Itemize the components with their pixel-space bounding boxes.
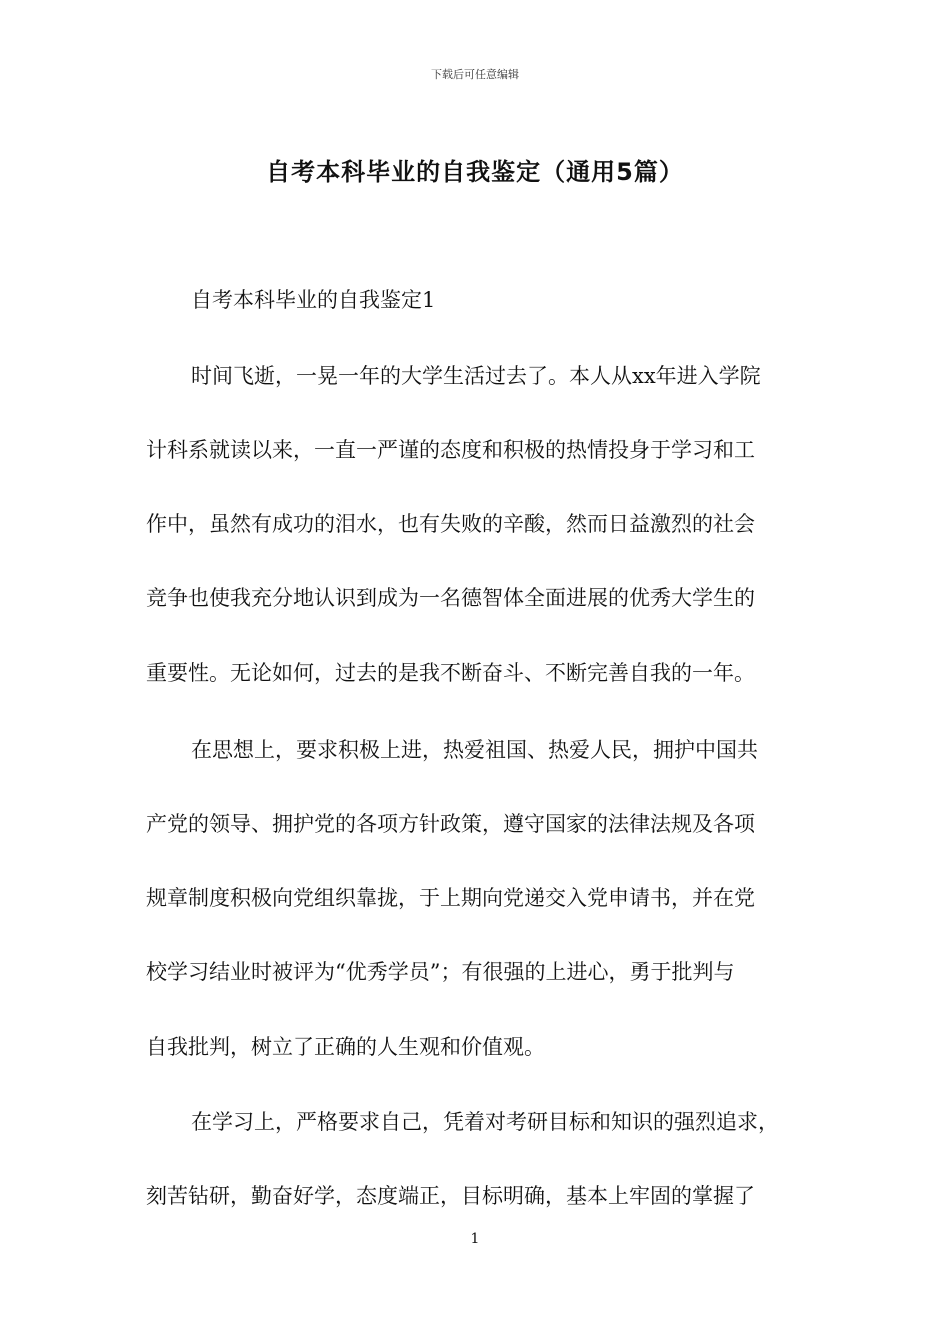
paragraph-3-line-2: 刻苦钻研，勤奋好学，态度端正，目标明确，基本上牢固的掌握了 <box>146 1184 755 1208</box>
paragraph-1-line-2: 计科系就读以来，一直一严谨的态度和积极的热情投身于学习和工 <box>146 438 755 462</box>
paragraph-1-line-5: 重要性。无论如何，过去的是我不断奋斗、不断完善自我的一年。 <box>146 661 755 685</box>
paragraph-2-line-2: 产党的领导、拥护党的各项方针政策，遵守国家的法律法规及各项 <box>146 812 755 836</box>
paragraph-2-line-5: 自我批判，树立了正确的人生观和价值观。 <box>146 1035 545 1059</box>
paragraph-2-line-1: 在思想上，要求积极上进，热爱祖国、热爱人民，拥护中国共 <box>191 738 758 762</box>
paragraph-1-line-1: 时间飞逝，一晃一年的大学生活过去了。本人从xx年进入学院 <box>191 364 761 388</box>
page-number: 1 <box>470 1231 480 1247</box>
paragraph-1-line-3: 作中，虽然有成功的泪水，也有失败的辛酸，然而日益激烈的社会 <box>146 512 755 536</box>
document-title: 自考本科毕业的自我鉴定（通用5篇） <box>266 158 684 186</box>
paragraph-2-line-3: 规章制度积极向党组织靠拢，于上期向党递交入党申请书，并在党 <box>146 886 755 910</box>
paragraph-1-line-4: 竞争也使我充分地认识到成为一名德智体全面进展的优秀大学生的 <box>146 586 755 610</box>
section-heading: 自考本科毕业的自我鉴定1 <box>191 288 436 312</box>
header-note: 下载后可任意编辑 <box>431 68 519 81</box>
paragraph-2-line-4: 校学习结业时被评为“优秀学员”；有很强的上进心，勇于批判与 <box>146 960 735 984</box>
paragraph-3-line-1: 在学习上，严格要求自己，凭着对考研目标和知识的强烈追求， <box>191 1110 779 1134</box>
